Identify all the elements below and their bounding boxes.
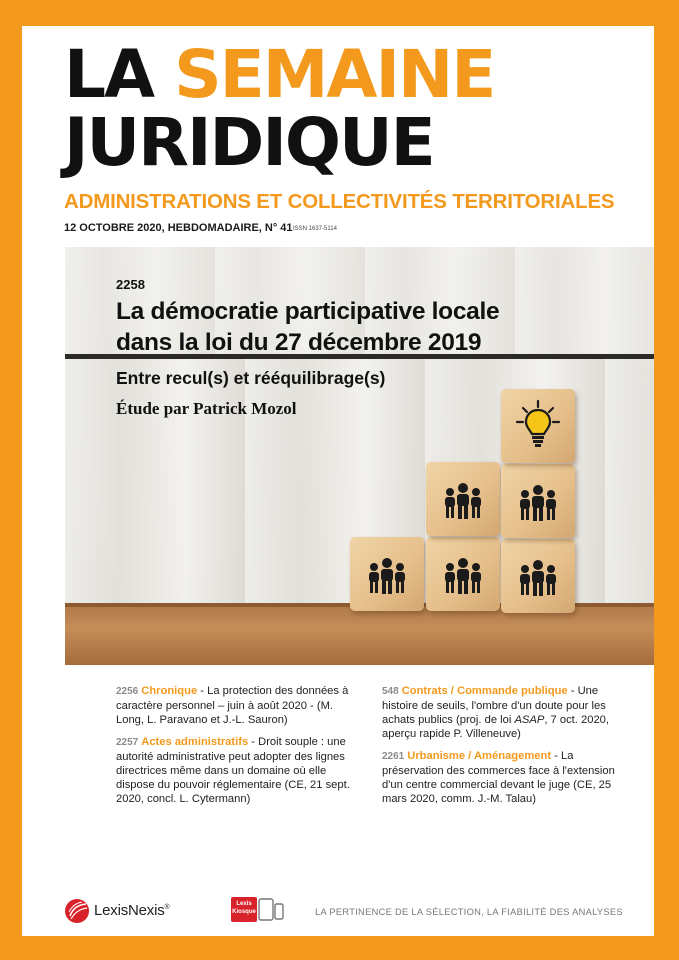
masthead-title-la: LA xyxy=(64,36,154,113)
lightbulb-icon xyxy=(501,389,575,463)
entry-category: Actes administratifs xyxy=(141,736,249,748)
article-title-line1: La démocratie participative locale xyxy=(116,298,500,325)
masthead-title-semaine: SEMAINE xyxy=(174,36,495,113)
lexisnexis-logo xyxy=(64,898,92,924)
entry-category: Contrats / Commande publique xyxy=(401,685,568,697)
registered-mark: ® xyxy=(164,904,170,911)
entry-number: 548 xyxy=(382,686,399,697)
die-people-3 xyxy=(501,539,575,613)
people-icon xyxy=(426,537,500,611)
summary-left-column xyxy=(116,684,356,814)
entry-number: 2261 xyxy=(382,751,405,762)
masthead-title-juridique: JURIDIQUE xyxy=(64,104,434,181)
summary-entry[interactable] xyxy=(382,749,622,806)
entry-text: - La préservation des commerces face à l'extension d'un centre commercial devant le juge (CE, 25 mars 2020, comm. J.-M. Talau) xyxy=(382,750,615,805)
lexisnexis-emblem-icon xyxy=(64,898,92,924)
article-subtitle: Entre recul(s) et rééquilibrage(s) xyxy=(116,368,386,388)
entry-number: 2256 xyxy=(116,686,139,697)
masthead-title-line1 xyxy=(64,36,495,113)
photo-table xyxy=(65,607,654,665)
article-title-line2: dans la loi du 27 décembre 2019 xyxy=(116,329,482,356)
footer-slogan: LA PERTINENCE DE LA SÉLECTION, LA FIABILITÉ DES ANALYSES xyxy=(315,907,623,917)
issn: ISSN 1637-5114 xyxy=(293,226,337,232)
die-people-2 xyxy=(426,537,500,611)
die-people-5 xyxy=(501,464,575,538)
article-author: Étude par Patrick Mozol xyxy=(116,399,297,418)
article-title xyxy=(116,296,616,358)
entry-text: - Droit souple : une autorité administrative peut adopter des lignes directrices même dans un domaine où elle dispose du pouvoir réglementaire (CE, 21 sept. 2020, concl. L. Cytermann) xyxy=(116,736,350,805)
die-people-4 xyxy=(426,462,500,536)
lexis-kiosque-badge xyxy=(231,897,257,922)
entry-category: Chronique xyxy=(141,685,198,697)
people-icon xyxy=(426,462,500,536)
die-people-1 xyxy=(350,537,424,611)
masthead-subtitle: ADMINISTRATIONS ET COLLECTIVITÉS TERRITORIALES xyxy=(64,190,615,213)
kiosque-line1: Lexis xyxy=(236,901,252,907)
entry-text: - La protection des données à caractère personnel – juin à août 2020 - (M. Long, L. Paravano et J.-L. Sauron) xyxy=(116,685,349,726)
people-icon xyxy=(501,539,575,613)
entry-text-after: , 7 oct. 2020, aperçu rapide P. Villeneuve) xyxy=(382,714,609,740)
devices-icon xyxy=(258,897,284,928)
issue-line: 12 OCTOBRE 2020, HEBDOMADAIRE, N° 41 xyxy=(64,222,293,234)
edge-band xyxy=(654,26,679,248)
publisher-name xyxy=(94,902,170,919)
summary-entry[interactable] xyxy=(116,684,356,727)
people-icon xyxy=(350,537,424,611)
summary-right-column xyxy=(382,684,622,814)
entry-number: 2257 xyxy=(116,737,139,748)
die-lightbulb xyxy=(501,389,575,463)
summary-entry[interactable] xyxy=(382,684,622,741)
edge-band-lower xyxy=(654,248,679,936)
entry-text-emphasis: ASAP xyxy=(514,714,545,726)
entry-category: Urbanisme / Aménagement xyxy=(407,750,552,762)
publisher-wordmark: LexisNexis xyxy=(94,902,165,919)
summary-entry[interactable] xyxy=(116,735,356,806)
kiosque-line2: Kiosque xyxy=(232,909,256,915)
people-icon xyxy=(501,464,575,538)
article-number: 2258 xyxy=(116,277,145,292)
entry-text-before: - Une histoire de seuils, l'ombre d'un doute pour les achats publics (proj. de loi xyxy=(382,685,606,726)
